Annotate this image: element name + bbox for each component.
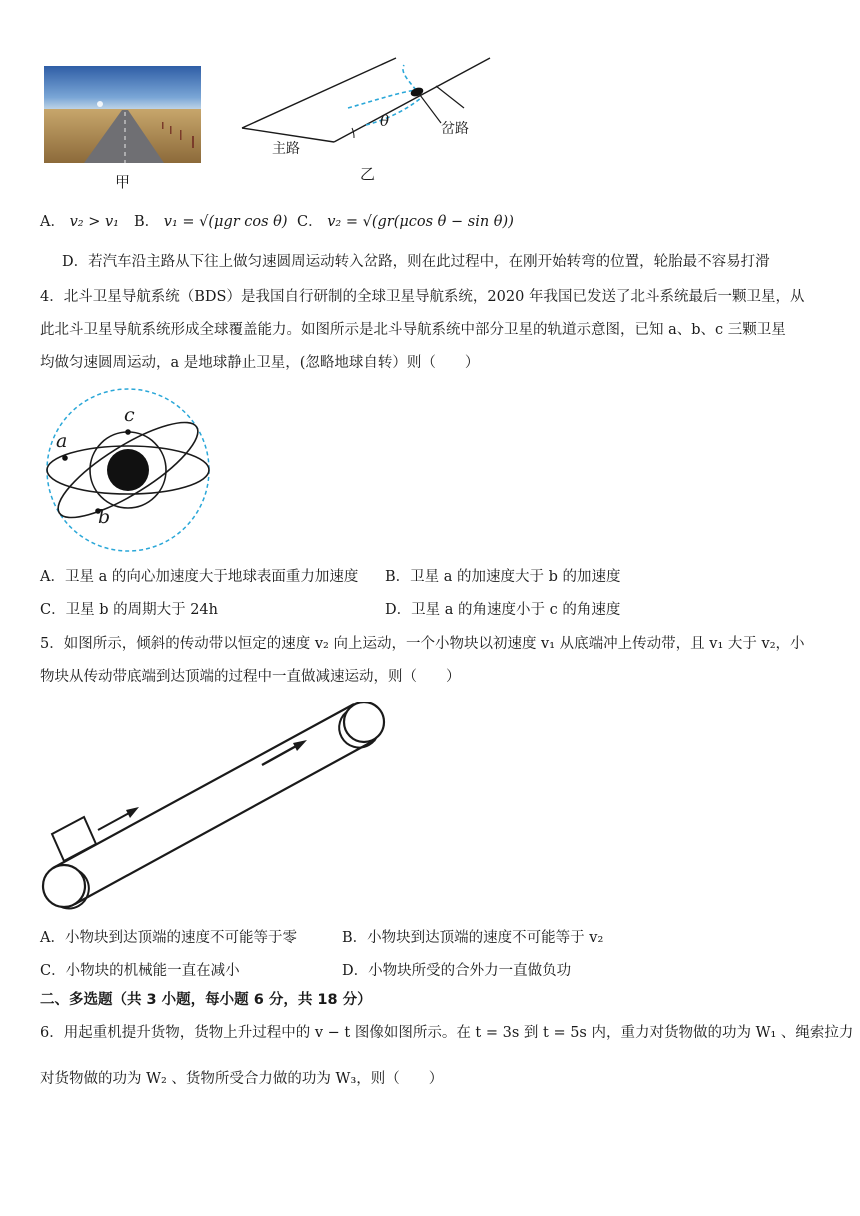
car-dot bbox=[410, 86, 425, 98]
top-roller bbox=[344, 702, 384, 742]
q5-text-line-2: 物块从传动带底端到达顶端的过程中一直做减速运动，则（ ） bbox=[40, 669, 461, 685]
q3-option-c-formula: v₂ = √(gr(μcos θ − sin θ)) bbox=[327, 214, 514, 230]
label-a: a bbox=[56, 430, 68, 452]
earth bbox=[107, 449, 149, 491]
belt-top bbox=[53, 704, 354, 868]
q4-text-line-3: 均做匀速圆周运动，a 是地球静止卫星，(忽略地球自转）则（ ） bbox=[40, 355, 480, 371]
bottom-roller bbox=[43, 865, 85, 907]
q6-text-line-1: 6．用起重机提升货物，货物上升过程中的 v − t 图像如图所示。在 t = 3s 到 t = 5s 内，重力对货物做的功为 W₁ 、绳索拉力 bbox=[40, 1025, 854, 1041]
q4-option-a: A．卫星 a 的向心加速度大于地球表面重力加速度 bbox=[40, 569, 359, 585]
photo-jia bbox=[44, 66, 201, 163]
q3-option-b-formula: v₁ = √(μgr cos θ) bbox=[163, 214, 288, 230]
photo-caption: 甲 bbox=[115, 173, 131, 191]
q5-text-line-1: 5．如图所示，倾斜的传动带以恒定的速度 v₂ 向上运动，一个小物块以初速度 v₁ 从底端冲上传动带，且 v₁ 大于 v₂，小 bbox=[40, 636, 805, 652]
belt-velocity-arrow bbox=[262, 745, 298, 765]
branch-road-label: 岔路 bbox=[441, 121, 469, 137]
conveyor-belt-diagram bbox=[36, 702, 392, 914]
satellite-a bbox=[62, 455, 68, 461]
q5-option-d: D．小物块所受的合外力一直做负功 bbox=[342, 963, 572, 979]
q4-text-line-2: 此北斗卫星导航系统形成全球覆盖能力。如图所示是北斗导航系统中部分卫星的轨道示意图，已知 a、b、c 三颗卫星 bbox=[40, 322, 786, 338]
satellite-c bbox=[125, 429, 131, 435]
q3-option-a bbox=[40, 212, 119, 232]
angle-theta-label: θ bbox=[380, 112, 390, 130]
label-b: b bbox=[98, 506, 111, 528]
diagram-caption: 乙 bbox=[360, 165, 376, 183]
q3-option-c-letter: C． bbox=[297, 214, 323, 230]
road-photo-illustration bbox=[44, 66, 201, 163]
q4-text-line-1: 4．北斗卫星导航系统（BDS）是我国自行研制的全球卫星导航系统，2020 年我国已发送了北斗系统最后一颗卫星，从 bbox=[40, 289, 805, 305]
q3-option-a-letter: A． bbox=[40, 214, 65, 230]
q4-option-d: D．卫星 a 的角速度小于 c 的角速度 bbox=[385, 602, 621, 618]
q3-option-b-letter: B． bbox=[134, 214, 160, 230]
main-road-label: 主路 bbox=[272, 141, 300, 157]
section-2-heading: 二、多选题（共 3 小题，每小题 6 分，共 18 分） bbox=[40, 992, 372, 1008]
q5-option-b: B．小物块到达顶端的速度不可能等于 v₂ bbox=[342, 930, 604, 946]
q5-option-c: C．小物块的机械能一直在减小 bbox=[40, 963, 240, 979]
q3-option-c bbox=[297, 212, 514, 232]
belt-bottom bbox=[75, 740, 375, 904]
q6-text-line-2: 对货物做的功为 W₂ 、货物所受合力做的功为 W₃，则（ ） bbox=[40, 1071, 444, 1087]
label-c: c bbox=[124, 404, 135, 426]
q3-option-d: D．若汽车沿主路从下往上做匀速圆周运动转入岔路，则在此过程中，在刚开始转弯的位置，轮胎最不容易打滑 bbox=[62, 254, 770, 270]
q3-option-a-formula: v₂ > v₁ bbox=[69, 214, 119, 230]
q4-option-b: B．卫星 a 的加速度大于 b 的加速度 bbox=[385, 569, 621, 585]
q4-option-c: C．卫星 b 的周期大于 24h bbox=[40, 602, 218, 618]
block bbox=[52, 817, 96, 861]
q5-option-a: A．小物块到达顶端的速度不可能等于零 bbox=[40, 930, 297, 946]
q3-option-b bbox=[134, 212, 288, 232]
conveyor-svg bbox=[36, 702, 392, 914]
